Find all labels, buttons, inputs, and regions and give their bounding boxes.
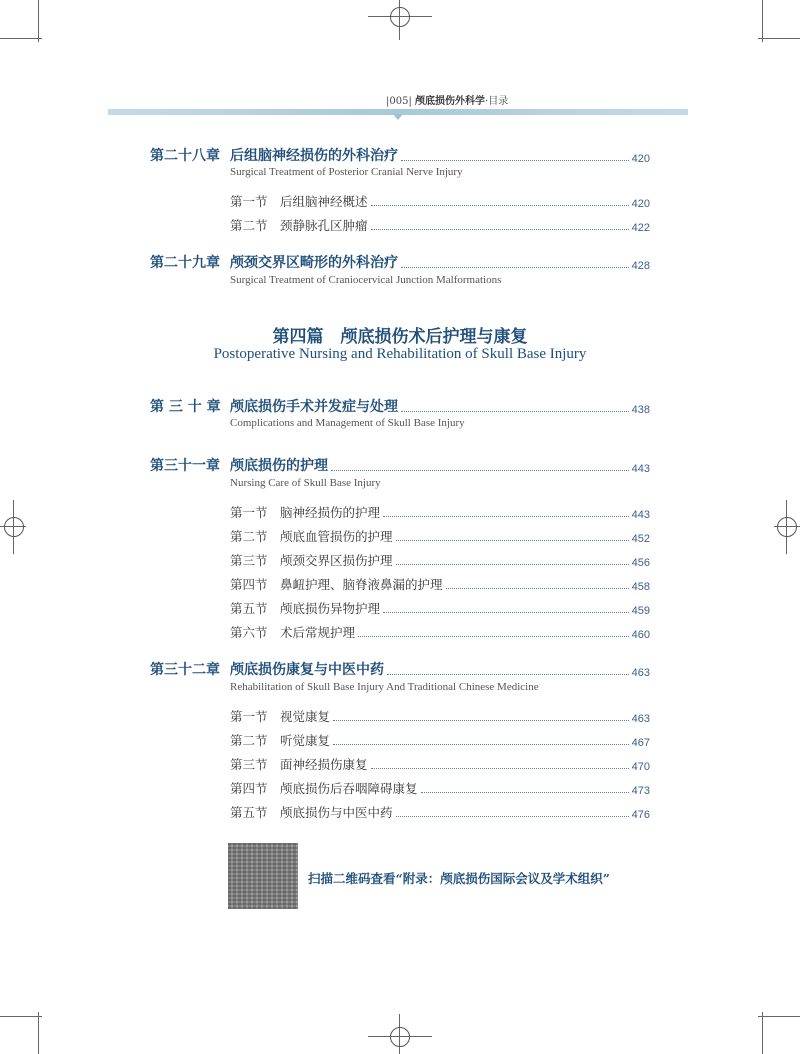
dot-leader (401, 410, 629, 412)
page-number: 473 (631, 785, 650, 797)
toc-section[interactable] (230, 779, 650, 797)
toc-chapter-30[interactable] (150, 396, 650, 416)
section-title: 术后常规护理 (280, 625, 356, 640)
section-title: 颅底损伤后吞咽障碍康复 (280, 781, 418, 796)
page-number: 467 (631, 737, 650, 749)
section-title: 面神经损伤康复 (280, 757, 368, 772)
dot-leader (371, 204, 629, 206)
chapter-label: 第 三 十 章 (150, 399, 221, 415)
dot-leader (331, 469, 629, 471)
qr-code-icon[interactable] (228, 843, 298, 909)
toc-section[interactable] (230, 731, 650, 749)
section-label: 第二节 (230, 733, 268, 748)
dot-leader (421, 791, 629, 793)
chapter-title: 颅底损伤手术并发症与处理 (230, 399, 398, 415)
section-label: 第四节 (230, 781, 268, 796)
section-label: 第二节 (230, 218, 268, 233)
chapter-label: 第二十八章 (150, 148, 220, 164)
part-title-cn: 第四篇 颅底损伤术后护理与康复 (272, 327, 528, 347)
page-number: 476 (631, 809, 650, 821)
page-number: 443 (631, 509, 650, 521)
chapter-subtitle: Complications and Management of Skull Base Injury (230, 417, 465, 429)
chapter-title: 颅底损伤康复与中医中药 (230, 662, 384, 678)
section-title: 颅底损伤与中医中药 (280, 805, 393, 820)
section-title: 颈静脉孔区肿瘤 (280, 218, 368, 233)
page-number: 460 (631, 629, 650, 641)
toc-section[interactable] (230, 599, 650, 617)
header-section: 目录 (488, 96, 509, 107)
toc-section[interactable] (230, 551, 650, 569)
page-number: 428 (631, 260, 650, 272)
page-number: 456 (631, 557, 650, 569)
page-number: 438 (631, 404, 650, 416)
toc-section[interactable] (230, 192, 650, 210)
part-title-en: Postoperative Nursing and Rehabilitation of Skull Base Injury (213, 346, 587, 362)
chapter-subtitle: Surgical Treatment of Posterior Cranial Nerve Injury (230, 166, 463, 178)
dot-leader (383, 515, 629, 517)
page-number: 458 (631, 581, 650, 593)
section-label: 第一节 (230, 505, 268, 520)
section-label: 第二节 (230, 529, 268, 544)
toc-section[interactable] (230, 623, 650, 641)
chapter-subtitle: Rehabilitation of Skull Base Injury And Traditional Chinese Medicine (230, 681, 539, 693)
section-label: 第一节 (230, 194, 268, 209)
page-number: 470 (631, 761, 650, 773)
section-title: 颅底损伤异物护理 (280, 601, 381, 616)
page-number: 443 (631, 463, 650, 475)
page-number: 459 (631, 605, 650, 617)
dot-leader (446, 587, 629, 589)
section-label: 第六节 (230, 625, 268, 640)
section-label: 第三节 (230, 757, 268, 772)
toc-section[interactable] (230, 503, 650, 521)
dot-leader (396, 563, 629, 565)
section-title: 后组脑神经概述 (280, 194, 368, 209)
section-label: 第五节 (230, 805, 268, 820)
header-triangle-icon (393, 114, 403, 120)
page-number: 422 (631, 222, 650, 234)
chapter-title: 颅底损伤的护理 (230, 458, 328, 474)
dot-leader (371, 767, 629, 769)
dot-leader (387, 673, 629, 675)
dot-leader (396, 539, 629, 541)
section-title: 视觉康复 (280, 709, 331, 724)
toc-section[interactable] (230, 707, 650, 725)
dot-leader (333, 719, 629, 721)
dot-leader (383, 611, 629, 613)
running-header: |005| 颅底损伤外科学·目录 (386, 96, 509, 107)
toc-section[interactable] (230, 527, 650, 545)
page-number: 420 (631, 198, 650, 210)
section-label: 第三节 (230, 553, 268, 568)
toc-section[interactable] (230, 575, 650, 593)
dot-leader (333, 743, 629, 745)
section-title: 鼻衄护理、脑脊液鼻漏的护理 (280, 577, 443, 592)
chapter-title: 颅颈交界区畸形的外科治疗 (230, 255, 398, 271)
toc-section[interactable] (230, 755, 650, 773)
section-title: 颅底血管损伤的护理 (280, 529, 393, 544)
section-label: 第一节 (230, 709, 268, 724)
page-number: 463 (631, 713, 650, 725)
page-number: 452 (631, 533, 650, 545)
dot-leader (401, 159, 629, 161)
qr-caption: 扫描二维码查看“附录：颅底损伤国际会议及学术组织” (308, 871, 610, 886)
header-book-title: 颅底损伤外科学 (415, 96, 486, 107)
chapter-label: 第二十九章 (150, 255, 220, 271)
toc-chapter-31[interactable] (150, 455, 650, 475)
page-number: 420 (631, 153, 650, 165)
toc-section[interactable] (230, 216, 650, 234)
section-title: 颅颈交界区损伤护理 (280, 553, 393, 568)
toc-chapter-28[interactable] (150, 145, 650, 165)
chapter-label: 第三十一章 (150, 458, 220, 474)
dot-leader (358, 635, 629, 637)
section-label: 第五节 (230, 601, 268, 616)
dot-leader (371, 228, 629, 230)
chapter-subtitle: Surgical Treatment of Craniocervical Junction Malformations (230, 274, 502, 286)
chapter-title: 后组脑神经损伤的外科治疗 (230, 148, 398, 164)
section-label: 第四节 (230, 577, 268, 592)
section-title: 听觉康复 (280, 733, 331, 748)
toc-chapter-32[interactable] (150, 659, 650, 679)
toc-chapter-29[interactable] (150, 252, 650, 272)
toc-section[interactable] (230, 803, 650, 821)
section-title: 脑神经损伤的护理 (280, 505, 381, 520)
chapter-subtitle: Nursing Care of Skull Base Injury (230, 477, 381, 489)
header-page-number: 005 (389, 96, 409, 107)
page-number: 463 (631, 667, 650, 679)
dot-leader (396, 815, 629, 817)
dot-leader (401, 266, 629, 268)
chapter-label: 第三十二章 (150, 662, 220, 678)
